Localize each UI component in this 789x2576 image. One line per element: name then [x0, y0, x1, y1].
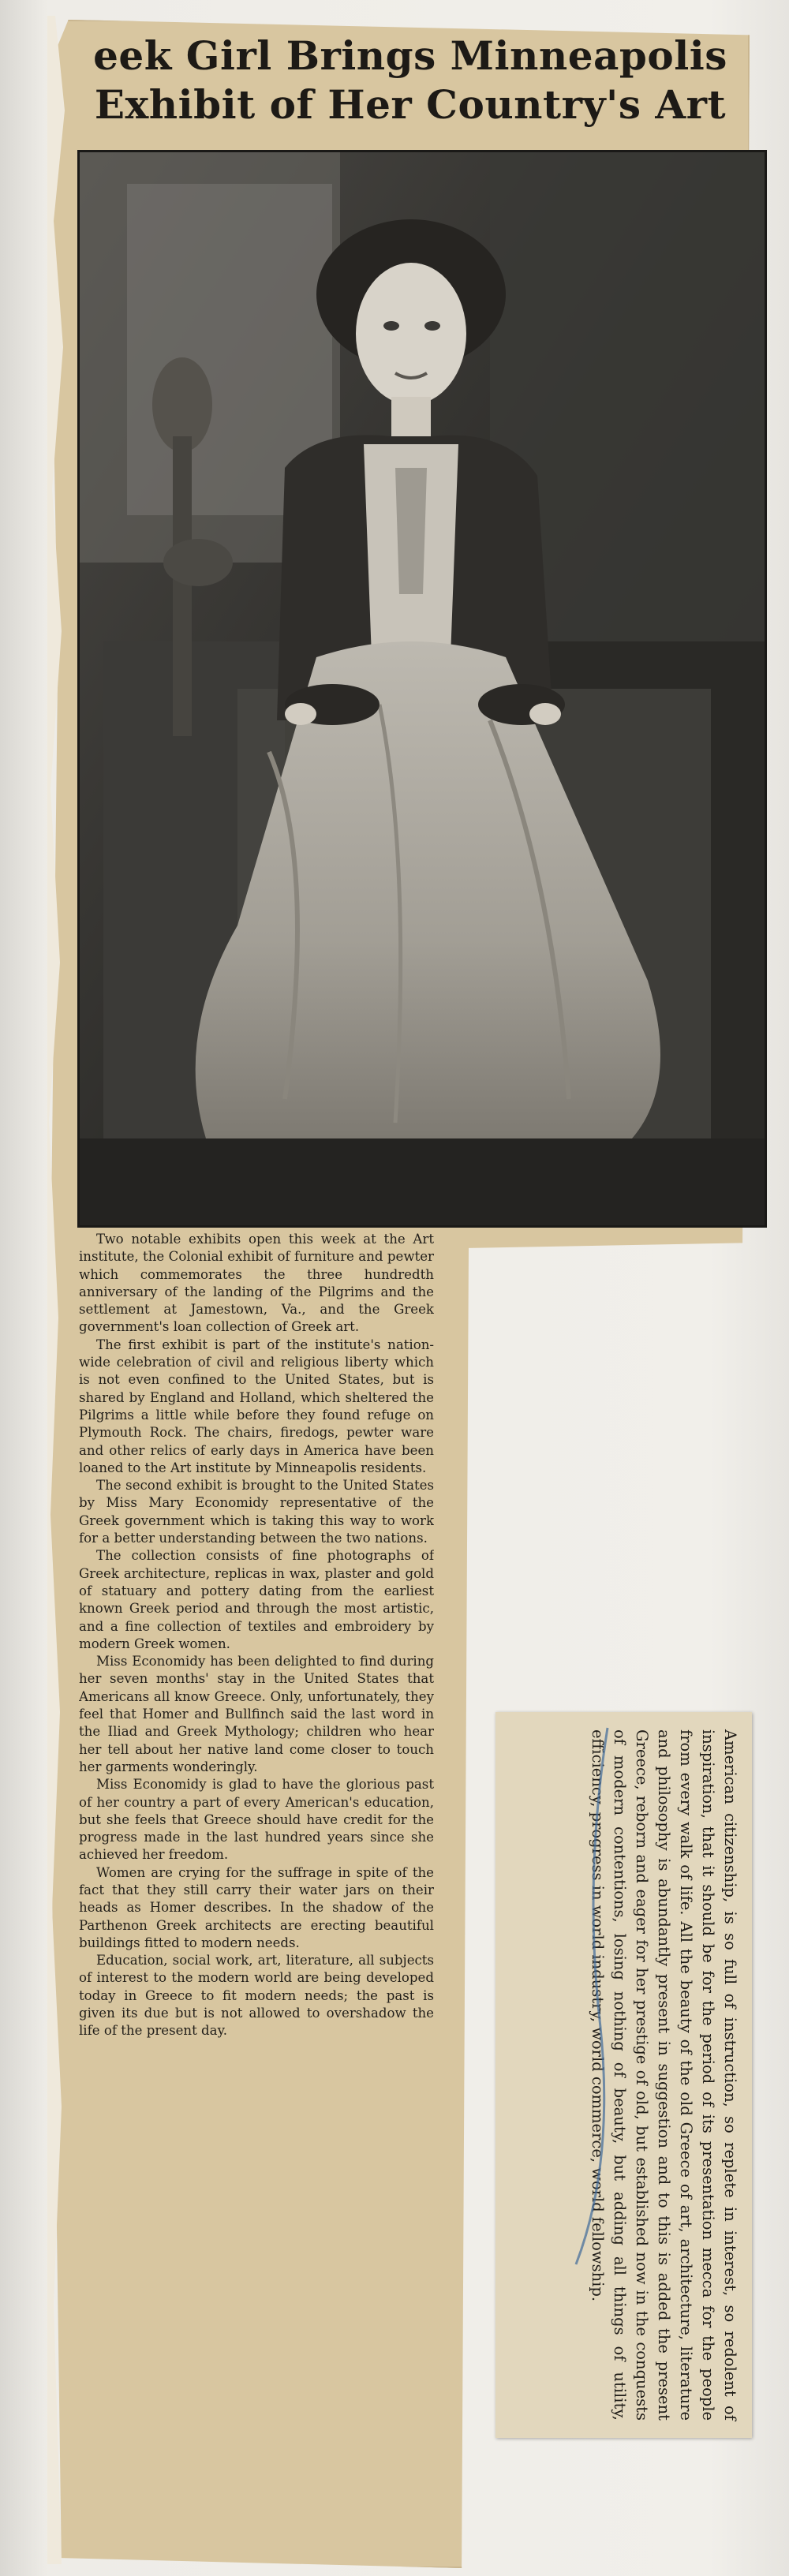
- torn-edge: [47, 16, 79, 2564]
- portrait-photo: [77, 150, 767, 1228]
- article-paragraph: Two notable exhibits open this week at the Art institute, the Colonial exhibit of furniture and pewter which commemorates the three hundredth anniversary of the landing of the Pilgrims and the settlement at Jamestown, Va., and the Greek government's loan collection of Greek art.: [79, 1232, 434, 1335]
- headline: [87, 32, 734, 129]
- side-clipping: [495, 1712, 752, 2438]
- article-paragraph: The first exhibit is part of the institute's nation-wide celebration of civil and religious liberty which is not even confined to the United States, but is shared by England and Holland, which sheltered the Pilgrims a little while before they found refuge on Plymouth Rock. The chairs, firedogs, pewter ware and other relics of early days in America have been loaned to the Art institute by Minneapolis residents.: [79, 1337, 434, 1475]
- article-paragraph: Miss Economidy has been delighted to find during her seven months' stay in the United States that Americans all know Greece. Only, unfortunately, they feel that Homer and Bullfinch said the last word in the Iliad and Greek Mythology; children who hear her tell about her native land come closer to touch her garments wonderingly.: [79, 1654, 434, 1774]
- article-paragraph: Miss Economidy is glad to have the glorious past of her country a part of every American's education, but she feels that Greece should have credit for the progress made in the last hundred years since she achieved her freedom.: [79, 1777, 434, 1863]
- article-paragraph: Education, social work, art, literature, all subjects of interest to the modern world are being developed today in Greece to fit modern needs; the past is given its due but is not allowed to overshadow the life of the present day.: [79, 1953, 434, 2039]
- side-clipping-text: American citizenship, is so full of instruction, so replete in interest, so redolent of inspiration, that it should be for the period of its presentation mecca for the people from every walk of life. All the beauty of the old Greece of art, architecture, literature and philosophy is abundantly present in suggestion and to this is added the present Greece, reborn and eager for her prestige of old, but established now in the conquests of modern contentions, losing nothing of beauty, but adding all things of utility, efficiency, progress in world industry, world commerce, world fellowship.: [589, 1729, 739, 2421]
- article-paragraph: Women are crying for the suffrage in spite of the fact that they still carry their water jars on their heads as Homer describes. In the shadow of the Parthenon Greek architects are erecting beautiful buildings fitted to modern needs.: [79, 1864, 434, 1950]
- portrait-image: [80, 152, 765, 1225]
- article-body: [79, 1231, 434, 2556]
- headline-line-2: Exhibit of Her Country's Art: [94, 81, 727, 128]
- article-paragraph: The collection consists of fine photographs of Greek architecture, replicas in wax, plaster and gold of statuary and pottery dating from the earliest known Greek period and through the most artistic, and a fine collection of textiles and embroidery by modern Greek women.: [79, 1548, 434, 1651]
- headline-line-1: eek Girl Brings Minneapolis: [93, 32, 727, 79]
- article-paragraph: The second exhibit is brought to the United States by Miss Mary Economidy representative of the Greek government which is taking this way to work for a better understanding between the two nations.: [79, 1478, 434, 1546]
